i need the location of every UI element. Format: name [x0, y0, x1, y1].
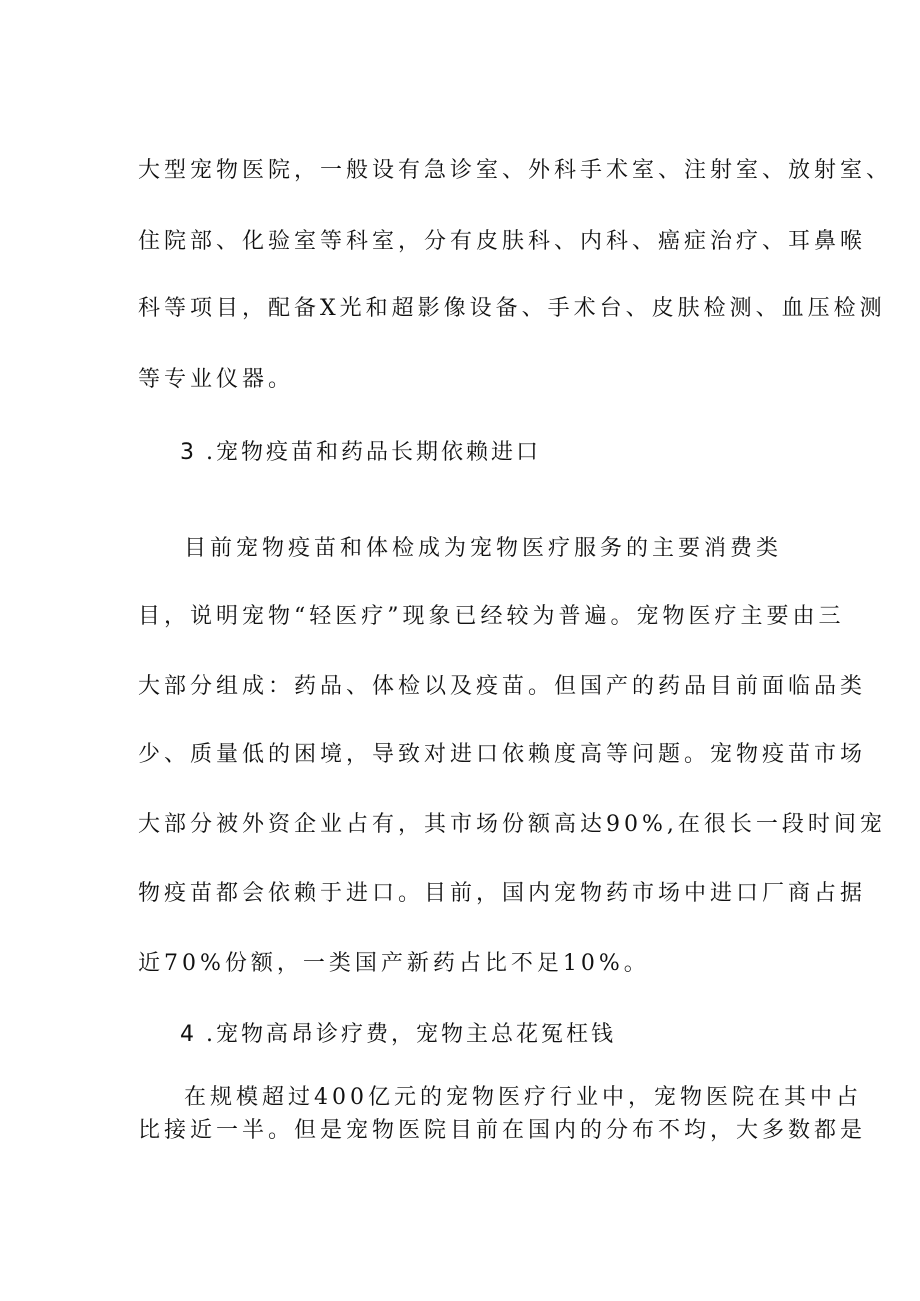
paragraph-2-line-1: 目前宠物疫苗和体检成为宠物医疗服务的主要消费类	[184, 536, 783, 561]
paragraph-1-line-1: 大型宠物医院，一般设有急诊室、外科手术室、注射室、放射室、	[138, 158, 893, 183]
paragraph-3-line-2: 比接近一半。但是宠物医院目前在国内的分布不均，大多数都是	[138, 1118, 867, 1143]
section-heading-3-number: 3	[180, 440, 194, 465]
paragraph-2-line-4: 少、质量低的困境，导致对进口依赖度高等问题。宠物疫苗市场	[138, 742, 867, 767]
paragraph-2-line-6: 物疫苗都会依赖于进口。目前，国内宠物药市场中进口厂商占据	[138, 881, 867, 906]
paragraph-1-line-3: 科等项目，配备X光和超影像设备、手术台、皮肤检测、血压检测	[138, 296, 886, 321]
section-heading-3	[180, 439, 541, 467]
paragraph-1-line-2: 住院部、化验室等科室，分有皮肤科、内科、癌症治疗、耳鼻喉	[138, 229, 867, 254]
section-heading-4-number: 4	[180, 1022, 194, 1047]
paragraph-2-line-3: 大部分组成：药品、体检以及疫苗。但国产的药品目前面临品类	[138, 674, 867, 699]
section-heading-3-text: .宠物疫苗和药品长期依赖进口	[206, 440, 541, 465]
section-heading-4	[180, 1021, 616, 1049]
paragraph-2-line-7: 近70%份额，一类国产新药占比不足10%。	[138, 951, 650, 976]
paragraph-1-line-4: 等专业仪器。	[138, 367, 295, 392]
section-heading-4-text: .宠物高昂诊疗费，宠物主总花冤枉钱	[206, 1022, 616, 1047]
paragraph-2-line-5: 大部分被外资企业占有，其市场份额高达90%,在很长一段时间宠	[138, 812, 886, 837]
paragraph-2-line-2: 目，说明宠物“轻医疗”现象已经较为普遍。宠物医疗主要由三	[138, 604, 845, 629]
paragraph-3-line-1: 在规模超过400亿元的宠物医疗行业中，宠物医院在其中占	[184, 1085, 862, 1110]
